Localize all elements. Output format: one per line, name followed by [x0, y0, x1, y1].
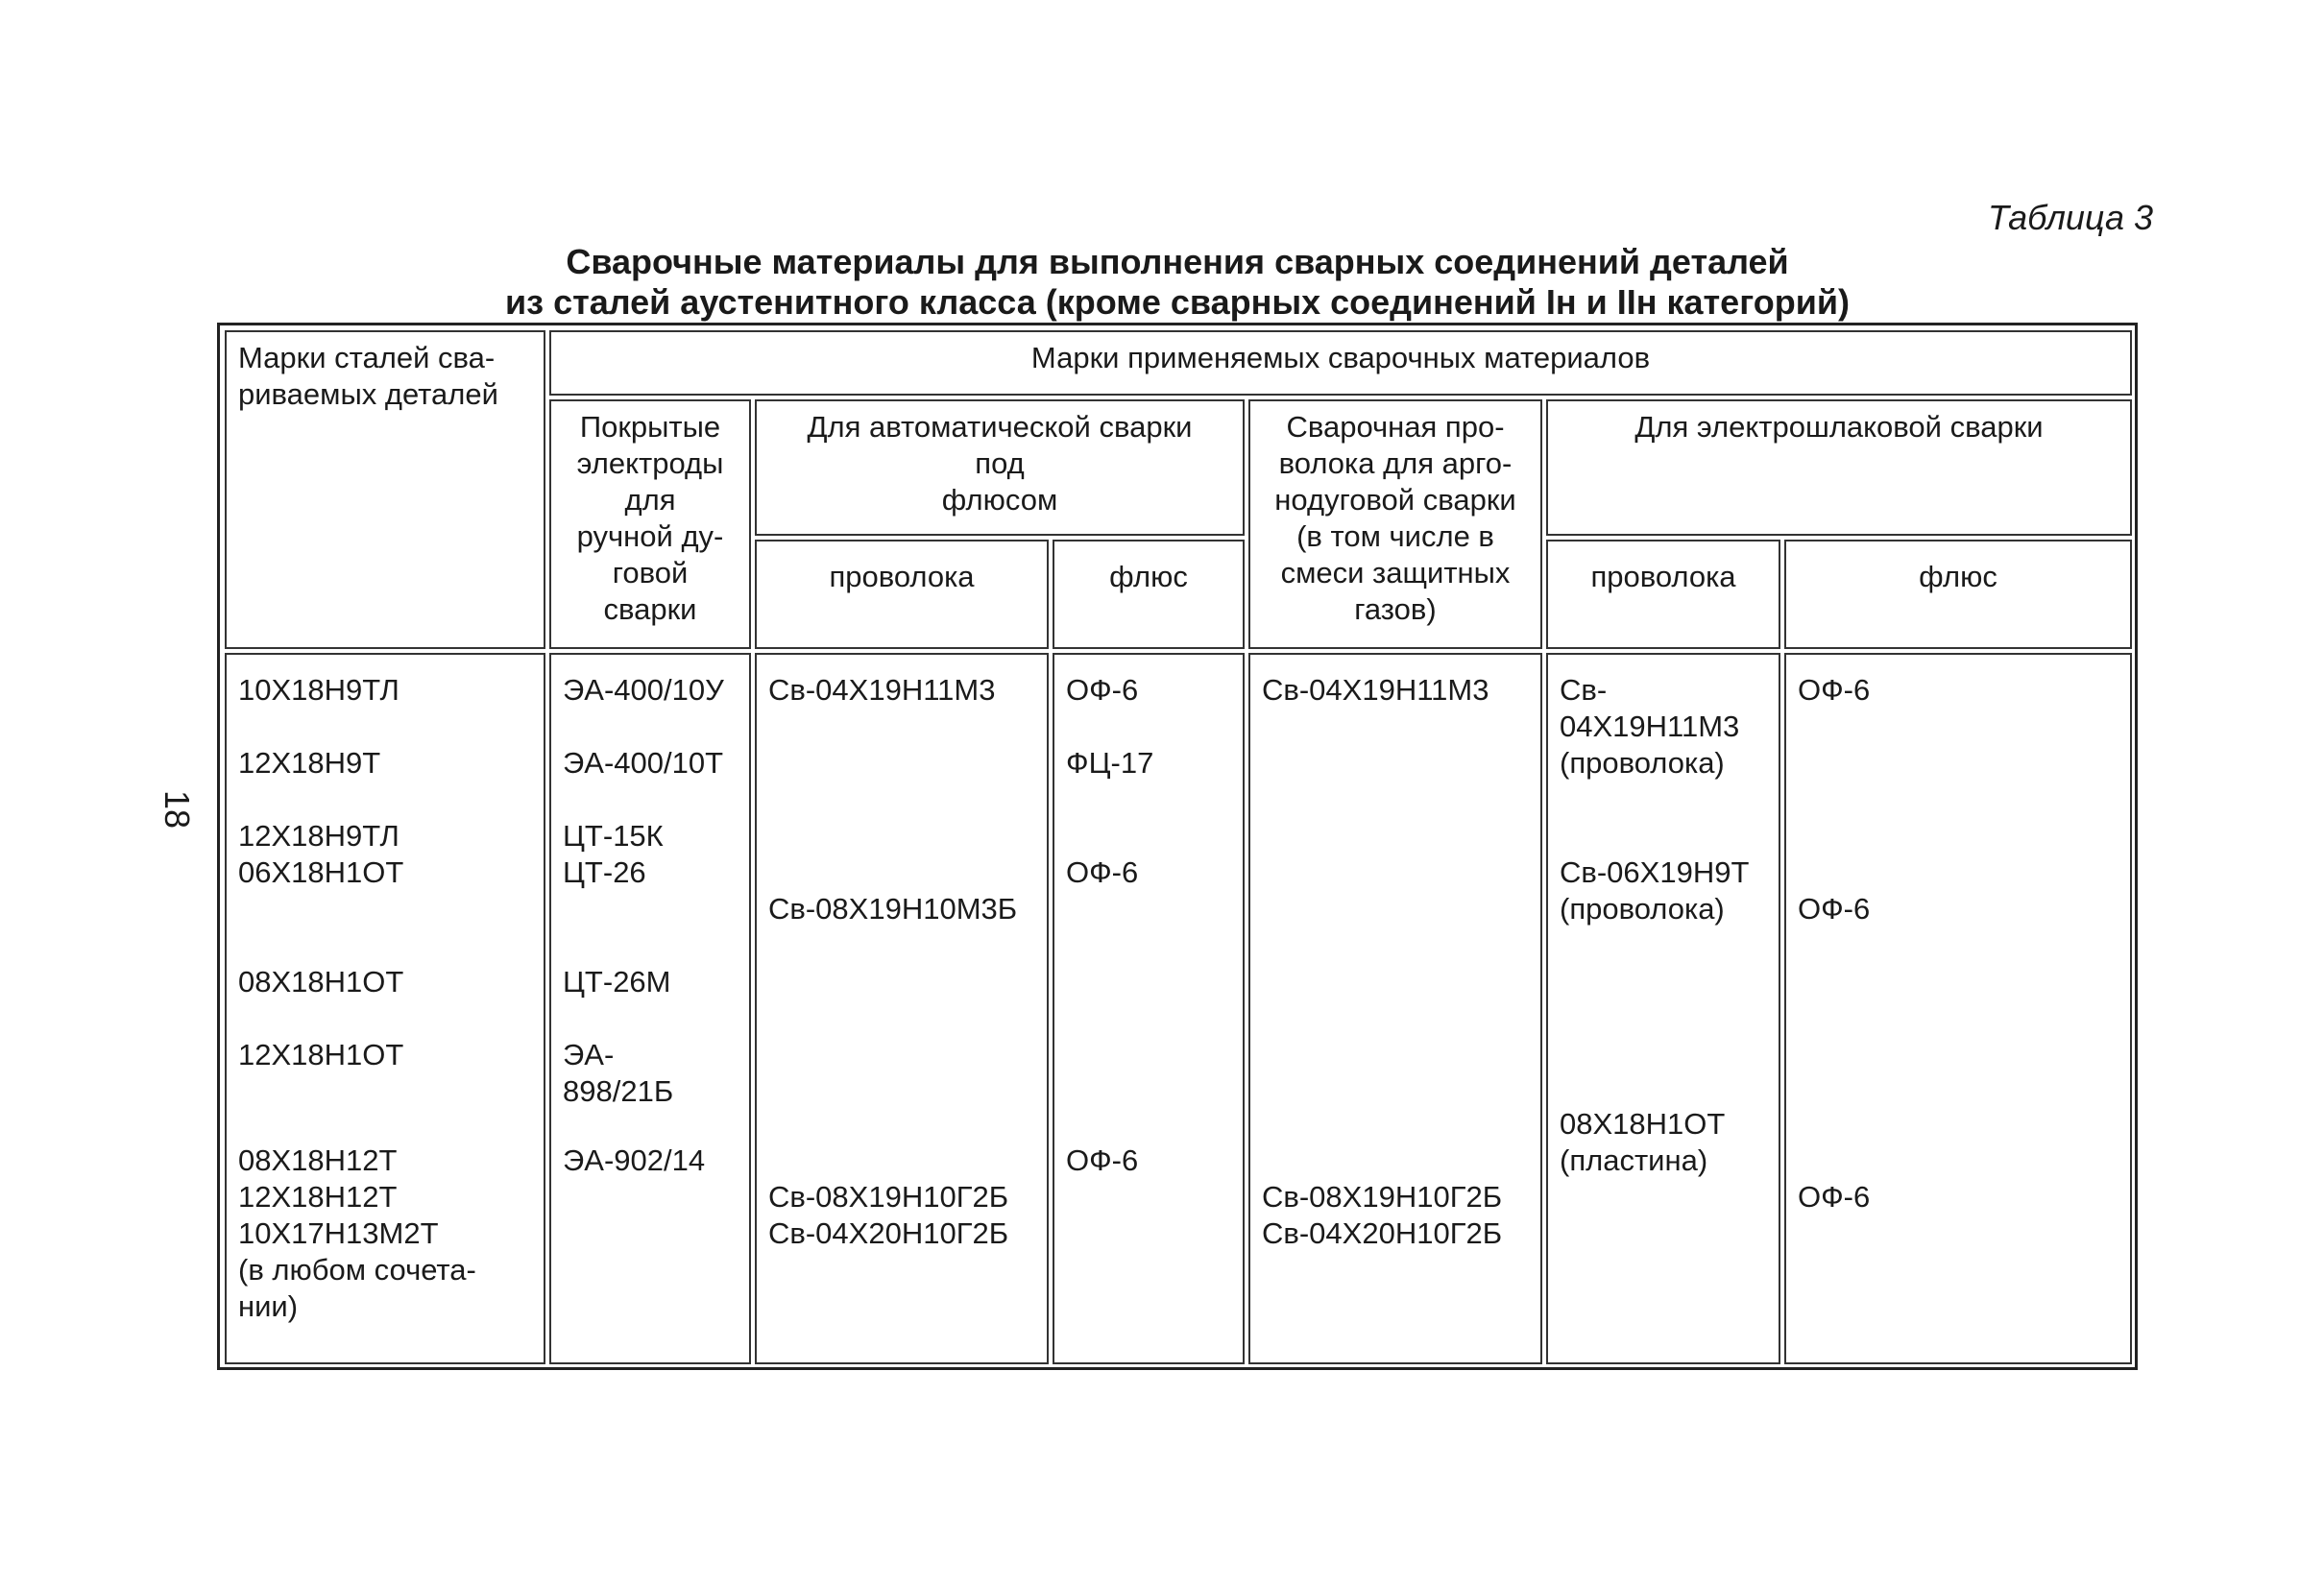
- electrode: ЭА-400/10Т: [563, 746, 724, 780]
- auto-flux: ОФ-6: [1066, 855, 1139, 889]
- slag-wire: Св- 04Х19Н11М3 (проволока): [1560, 673, 1740, 780]
- column-auto-flux: [1053, 653, 1245, 1364]
- title-line-2: из сталей аустенитного класса (кроме сварных соединений Iн и IIн категорий): [505, 282, 1850, 322]
- slag-flux: ОФ-6: [1798, 892, 1871, 926]
- header-slag-wire: проволока: [1546, 540, 1780, 649]
- steel-grade-note: (в любом сочета- нии): [238, 1253, 476, 1323]
- header-auto-wire: проволока: [755, 540, 1049, 649]
- electrode: ЦТ-26М: [563, 965, 671, 999]
- steel-grade: 08Х18Н1ОТ: [238, 965, 404, 999]
- slag-flux: ОФ-6: [1798, 673, 1871, 707]
- column-slag-flux: [1784, 653, 2132, 1364]
- auto-wire: Св-08Х19Н10М3Б: [768, 892, 1018, 926]
- auto-wire: Св-04Х20Н10Г2Б: [768, 1216, 1009, 1250]
- header-materials: Марки применяемых сварочных материалов: [549, 330, 2132, 396]
- steel-grade: 10Х17Н13М2Т: [238, 1216, 439, 1250]
- argon-wire: Св-04Х20Н10Г2Б: [1262, 1216, 1503, 1250]
- header-steel-grades: Марки сталей сва- риваемых деталей: [225, 330, 545, 649]
- steel-grade: 06Х18Н1ОТ: [238, 855, 404, 889]
- electrode: ЭА- 898/21Б: [563, 1038, 674, 1108]
- electrode: ЦТ-26: [563, 855, 646, 889]
- steel-grade: 12Х18Н9Т: [238, 746, 381, 780]
- column-argon-wire: [1248, 653, 1542, 1364]
- steel-grade: 12Х18Н9ТЛ: [238, 819, 399, 853]
- column-slag-wire: [1546, 653, 1780, 1364]
- auto-flux: ОФ-6: [1066, 1143, 1139, 1177]
- steel-grade: 12Х18Н12Т: [238, 1180, 398, 1214]
- header-slag-flux: флюс: [1784, 540, 2132, 649]
- steel-grade: 10Х18Н9ТЛ: [238, 673, 399, 707]
- table-number: Таблица 3: [1987, 198, 2153, 237]
- title-line-1: Сварочные материалы для выполнения сварных соединений деталей: [566, 242, 1789, 281]
- argon-wire: Св-08Х19Н10Г2Б: [1262, 1180, 1503, 1214]
- header-automatic-welding: Для автоматической сварки под флюсом: [755, 399, 1245, 536]
- electrode: ЭА-902/14: [563, 1143, 706, 1177]
- header-auto-flux: флюс: [1053, 540, 1245, 649]
- column-auto-wire: [755, 653, 1049, 1364]
- argon-wire: Св-04Х19Н11М3: [1262, 673, 1489, 707]
- electrode: ЭА-400/10У: [563, 673, 724, 707]
- header-argon-wire: Сварочная про- волока для арго- нодуговой сварки (в том числе в смеси защитных газов): [1248, 399, 1542, 649]
- auto-wire: Св-08Х19Н10Г2Б: [768, 1180, 1009, 1214]
- steel-grade: 08Х18Н12Т: [238, 1143, 398, 1177]
- steel-grade: 12Х18Н1ОТ: [238, 1038, 404, 1071]
- column-electrodes: [549, 653, 751, 1364]
- header-electroslag-welding: Для электрошлаковой сварки: [1546, 399, 2132, 536]
- auto-flux: ФЦ-17: [1066, 746, 1154, 780]
- electrode: ЦТ-15К: [563, 819, 664, 853]
- page-number: 18: [157, 789, 198, 830]
- column-steel-grades: [225, 653, 545, 1364]
- auto-wire: Св-04Х19Н11М3: [768, 673, 996, 707]
- slag-wire: 08Х18Н1ОТ (пластина): [1560, 1107, 1726, 1177]
- slag-wire: Св-06Х19Н9Т (проволока): [1560, 855, 1750, 926]
- auto-flux: ОФ-6: [1066, 673, 1139, 707]
- header-electrodes: Покрытые электроды для ручной ду- говой сварки: [549, 399, 751, 649]
- table-title: [217, 242, 2138, 323]
- slag-flux: ОФ-6: [1798, 1180, 1871, 1214]
